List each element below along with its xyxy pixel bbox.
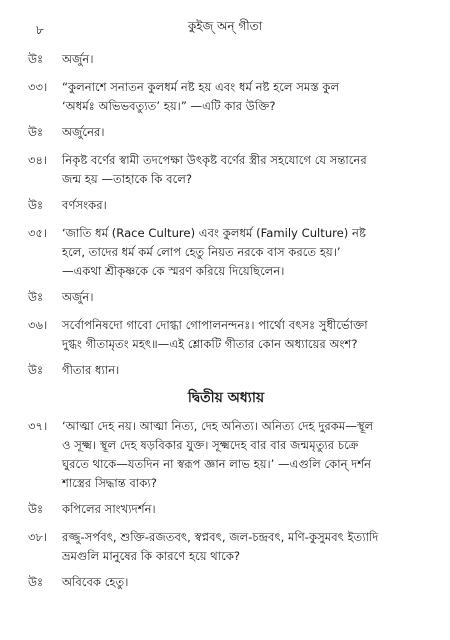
answer-text	[62, 196, 424, 215]
question-number: ৩৬।	[28, 318, 48, 332]
text-line: ও সূক্ষ্ম। স্থূল দেহ ষড়বিকার যুক্ত। সূক্ষ্মদেহ বার বার জন্মমৃত্যুর চক্রে	[62, 438, 359, 452]
answer-row	[28, 573, 424, 592]
text-line: ভ্রমগুলি মানুষের কি কারণে হয়ে থাকে?	[62, 549, 241, 563]
text-line: রজ্জু-সর্পবৎ, শুক্তি-রজতবৎ, স্বপ্নবৎ, জল-চন্দ্রবৎ, মণি-কুসুমবৎ ইত্যাদি	[62, 530, 379, 544]
answer-label: উঃ	[28, 290, 44, 304]
answer-row	[28, 288, 424, 307]
text-line: গীতার ধ্যান।	[62, 363, 120, 377]
answer-label: উঃ	[28, 198, 44, 212]
question-number: ৩৪।	[28, 153, 48, 167]
text-line: শাস্ত্রের সিদ্ধান্ত বাক্য?	[62, 476, 157, 490]
answer-text	[62, 361, 424, 380]
running-title: কুইজ্ অন্ গীতা	[187, 19, 263, 33]
answer-text	[62, 50, 424, 69]
text-line: সর্বোপনিষদো গাবো দোগ্ধা গোপালনন্দনঃ। পার্থো বৎসঃ সুধীর্ভোক্তা	[62, 318, 368, 332]
text-line: হলে, তাদের ধর্ম কর্ম লোপ হেতু নিয়ত নরকে বাস করতে হয়।’	[62, 245, 341, 259]
page-number: ৮	[36, 23, 44, 37]
answer-label: উঃ	[28, 575, 44, 589]
question-row	[28, 151, 424, 189]
chapter-heading: দ্বিতীয় অধ্যায়	[187, 390, 265, 406]
question-row	[28, 417, 424, 493]
question-text	[62, 316, 424, 354]
answer-text	[62, 500, 424, 519]
text-line: অর্জুন।	[62, 290, 94, 304]
answer-text	[62, 288, 424, 307]
answer-row	[28, 500, 424, 519]
text-line: ‘জাতি ধর্ম (Race Culture) এবং কুলধর্ম (Family Culture) নষ্ট	[62, 226, 366, 240]
text-line: কপিলের সাংখ্যদর্শন।	[62, 502, 156, 516]
answer-label: উঃ	[28, 363, 44, 377]
text-line: “কুলনাশে সনাতন কুলধর্ম নষ্ট হয় এবং ধর্ম নষ্ট হলে সমস্ত কুল	[62, 80, 340, 94]
text-line: নিকৃষ্ট বর্ণের স্বামী তদপেক্ষা উৎকৃষ্ট বর্ণের স্ত্রীর সহযোগে যে সন্তানের	[62, 153, 367, 167]
question-text	[62, 151, 424, 189]
page-header	[0, 18, 450, 38]
question-text	[62, 528, 424, 566]
page-body	[28, 50, 424, 601]
answer-text	[62, 123, 424, 142]
answer-label: উঃ	[28, 52, 44, 66]
question-text	[62, 417, 424, 493]
text-line: ‘আত্মা দেহ নয়। আত্মা নিত্য, দেহ অনিত্য। অনিত্য দেহ দুরকম—স্থূল	[62, 419, 374, 433]
text-line: —একথা শ্রীকৃষ্ণকে কে স্মরণ করিয়ে দিয়েছিলেন।	[62, 264, 285, 278]
question-number: ৩৭।	[28, 419, 48, 433]
question-text	[62, 78, 424, 116]
question-row	[28, 316, 424, 354]
answer-row	[28, 123, 424, 142]
question-row	[28, 78, 424, 116]
question-number: ৩৩।	[28, 80, 48, 94]
answer-row	[28, 196, 424, 215]
text-line: ‘অধর্মঃ অভিভবত্যুত’ হয়।” —এটি কার উক্তি?	[62, 99, 276, 113]
text-line: দুগ্ধং গীতামৃতং মহৎ॥—এই শ্লোকটি গীতার কোন অধ্যায়ের অংশ?	[62, 337, 358, 351]
answer-text	[62, 573, 424, 592]
answer-label: উঃ	[28, 125, 44, 139]
question-row	[28, 224, 424, 281]
question-number: ৩৮।	[28, 530, 48, 544]
text-line: অর্জুনের।	[62, 125, 105, 139]
question-row	[28, 528, 424, 566]
answer-row	[28, 50, 424, 69]
question-text	[62, 224, 424, 281]
answer-label: উঃ	[28, 502, 44, 516]
text-line: অবিবেক হেতু।	[62, 575, 129, 589]
text-line: ঘুরতে থাকে—যতদিন না স্বরূপ জ্ঞান লাভ হয়।’ —এগুলি কোন্ দর্শন	[62, 457, 372, 471]
text-line: বর্ণসংকর।	[62, 198, 107, 212]
answer-row	[28, 361, 424, 380]
text-line: অর্জুন।	[62, 52, 94, 66]
text-line: জন্ম হয় —তাহাকে কি বলে?	[62, 172, 193, 186]
question-number: ৩৫।	[28, 226, 48, 240]
